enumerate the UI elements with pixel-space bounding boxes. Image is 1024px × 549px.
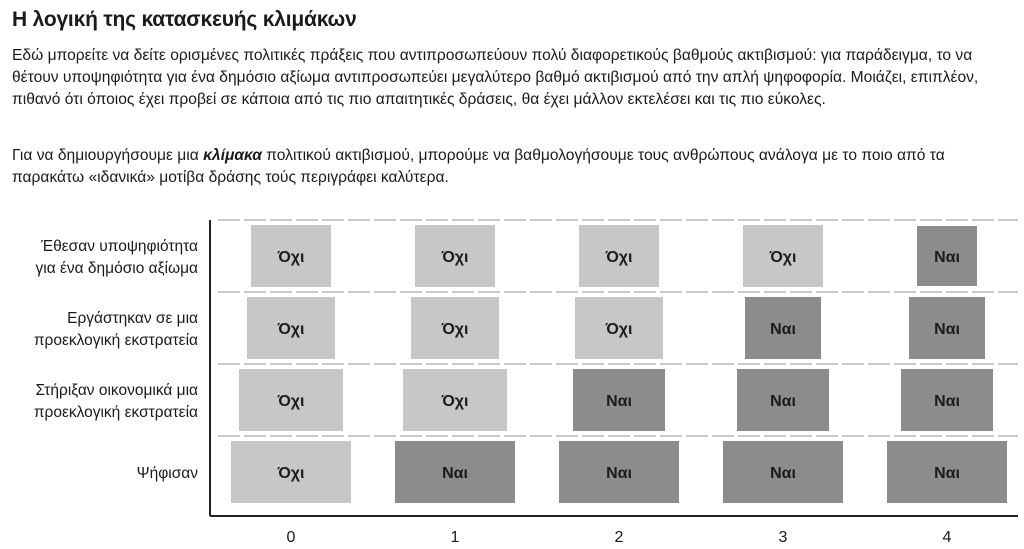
- scale-paragraph-start: Για να δημιουργήσουμε μια: [12, 147, 204, 164]
- x-tick-label: 2: [614, 529, 624, 546]
- row-label: Ψήφισαν: [136, 465, 198, 482]
- cell-value: Όχι: [769, 249, 797, 266]
- cell-value: Όχι: [277, 321, 305, 338]
- row-label: για ένα δημόσιο αξίωμα: [35, 260, 198, 277]
- cell-value: Ναι: [934, 465, 960, 482]
- cell-value: Όχι: [277, 249, 305, 266]
- cell-value: Ναι: [442, 465, 468, 482]
- cell-value: Ναι: [770, 465, 796, 482]
- scale-diagram: [0, 210, 1024, 549]
- scale-paragraph: [12, 145, 1017, 189]
- scale-paragraph-end: πολιτικού ακτιβισμού, μπορούμε να βαθμολογήσουμε τους ανθρώπους ανάλογα με το ποιο από τα παρακάτω «ιδανικά» μοτίβα δράσης τούς περιγράφει καλύτερα.: [12, 147, 945, 187]
- x-tick-label: 0: [286, 529, 296, 546]
- cell-value: Ναι: [934, 321, 960, 338]
- cell-value: Όχι: [441, 393, 469, 410]
- intro-paragraph: Εδώ μπορείτε να δείτε ορισμένες πολιτικές πράξεις που αντιπροσωπεύουν πολύ διαφορετικούς βαθμούς ακτιβισμού: για παράδειγμα, το να θέτουν υποψηφιότητα για ένα δημόσιο αξίωμα αντιπροσωπεύει μεγαλύτερο βαθμό ακτιβισμού από την απλή ψηφοφορία. Μοιάζει, επιπλέον, πιθανό ότι όποιος έχει προβεί σε κάποια από τις πιο απαιτητικές δράσεις, θα έχει μάλλον εκτελέσει και τις πιο εύκολες.: [12, 47, 979, 109]
- x-tick-label: 1: [450, 529, 460, 546]
- cell-value: Ναι: [606, 465, 632, 482]
- cell-value: Όχι: [277, 393, 305, 410]
- cell-value: Ναι: [770, 393, 796, 410]
- row-label: Έθεσαν υποψηφιότητα: [40, 238, 198, 255]
- row-label: Στήριξαν οικονομικά μια: [35, 382, 198, 399]
- cell-value: Ναι: [770, 321, 796, 338]
- page-title: Η λογική της κατασκευής κλιμάκων: [12, 8, 357, 31]
- cell-value: Όχι: [441, 321, 469, 338]
- row-label: προεκλογική εκστρατεία: [33, 404, 198, 421]
- cell-value: Ναι: [606, 393, 632, 410]
- cell-value: Ναι: [934, 249, 960, 266]
- x-tick-label: 4: [942, 529, 952, 546]
- cell-value: Όχι: [441, 249, 469, 266]
- cell-value: Όχι: [277, 465, 305, 482]
- cell-value: Όχι: [605, 321, 633, 338]
- row-label: Εργάστηκαν σε μια: [67, 310, 198, 327]
- row-label: προεκλογική εκστρατεία: [33, 332, 198, 349]
- cell-value: Όχι: [605, 249, 633, 266]
- cell-value: Ναι: [934, 393, 960, 410]
- x-tick-label: 3: [778, 529, 788, 546]
- scale-keyword: κλίμακα: [203, 147, 262, 164]
